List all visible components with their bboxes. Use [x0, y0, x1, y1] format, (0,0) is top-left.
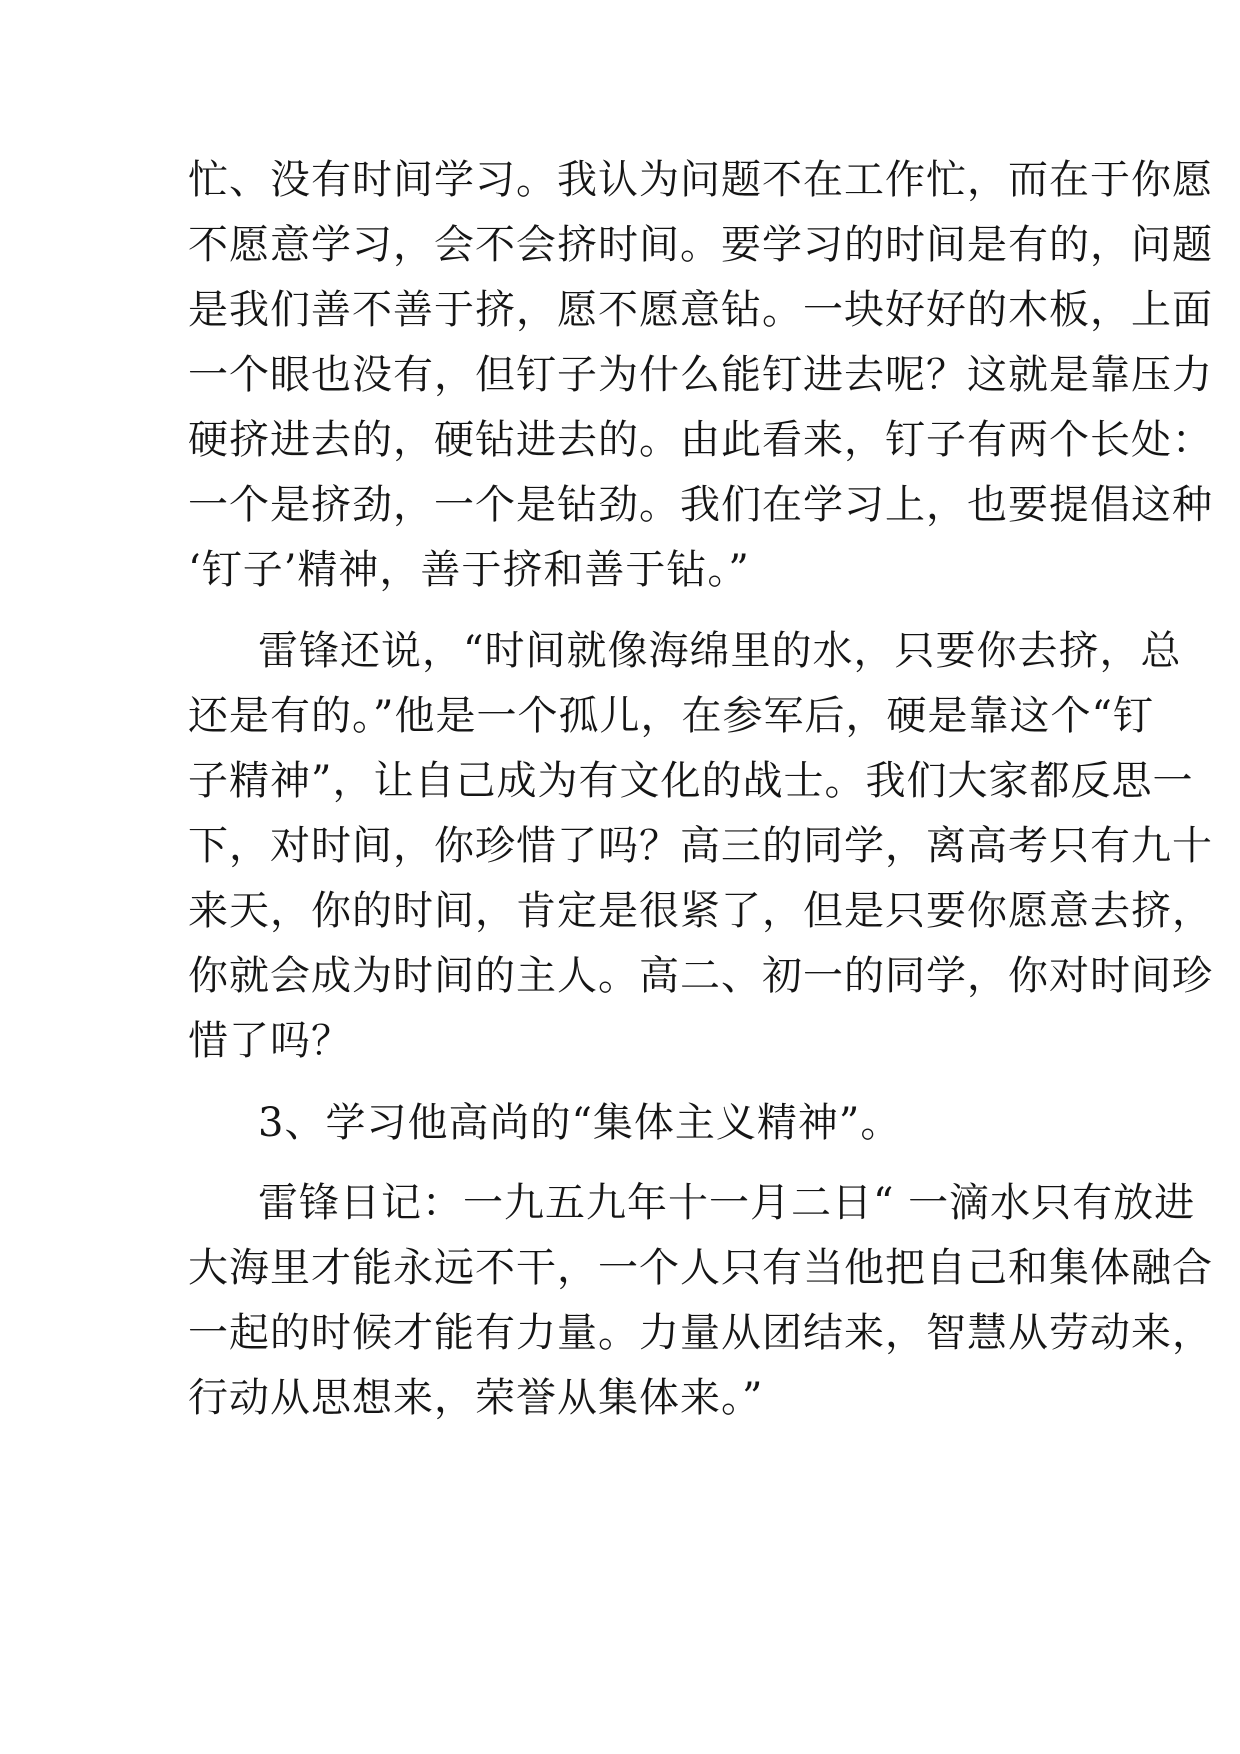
paragraph-first-line: 雷锋日记：一九五九年十一月二日“ 一滴水只有放进 [258, 1180, 1196, 1226]
text-line: ‘钉子’精神，善于挤和善于钻。” [188, 547, 750, 593]
text-line: 不愿意学习，会不会挤时间。要学习的时间是有的，问题 [188, 222, 1213, 268]
text-line: 一起的时候才能有力量。力量从团结来，智慧从劳动来， [188, 1310, 1213, 1356]
text-line: 你就会成为时间的主人。高二、初一的同学，你对时间珍 [188, 953, 1213, 999]
text-line: 惜了吗？ [188, 1018, 352, 1064]
text-line: 大海里才能永远不干，一个人只有当他把自己和集体融合 [188, 1245, 1213, 1291]
paragraph-first-line: 雷锋还说，“时间就像海绵里的水，只要你去挤，总 [258, 628, 1182, 674]
text-line: 是我们善不善于挤，愿不愿意钻。一块好好的木板，上面 [188, 287, 1213, 333]
text-line: 一个眼也没有，但钉子为什么能钉进去呢？这就是靠压力 [188, 352, 1213, 398]
text-line: 还是有的。”他是一个孤儿，在参军后，硬是靠这个“钉 [188, 693, 1154, 739]
text-line: 下，对时间，你珍惜了吗？高三的同学，离高考只有九十 [188, 823, 1213, 869]
text-line: 一个是挤劲，一个是钻劲。我们在学习上，也要提倡这种 [188, 482, 1213, 528]
text-line: 来天，你的时间，肯定是很紧了，但是只要你愿意去挤， [188, 888, 1213, 934]
text-line: 行动从思想来，荣誉从集体来。” [188, 1375, 764, 1421]
section-heading: 3、学习他高尚的“集体主义精神”。 [258, 1100, 902, 1146]
text-line: 子精神”，让自己成为有文化的战士。我们大家都反思一 [188, 758, 1194, 804]
text-line: 硬挤进去的，硬钻进去的。由此看来，钉子有两个长处： [188, 417, 1213, 463]
text-line: 忙、没有时间学习。我认为问题不在工作忙，而在于你愿 [188, 157, 1213, 203]
